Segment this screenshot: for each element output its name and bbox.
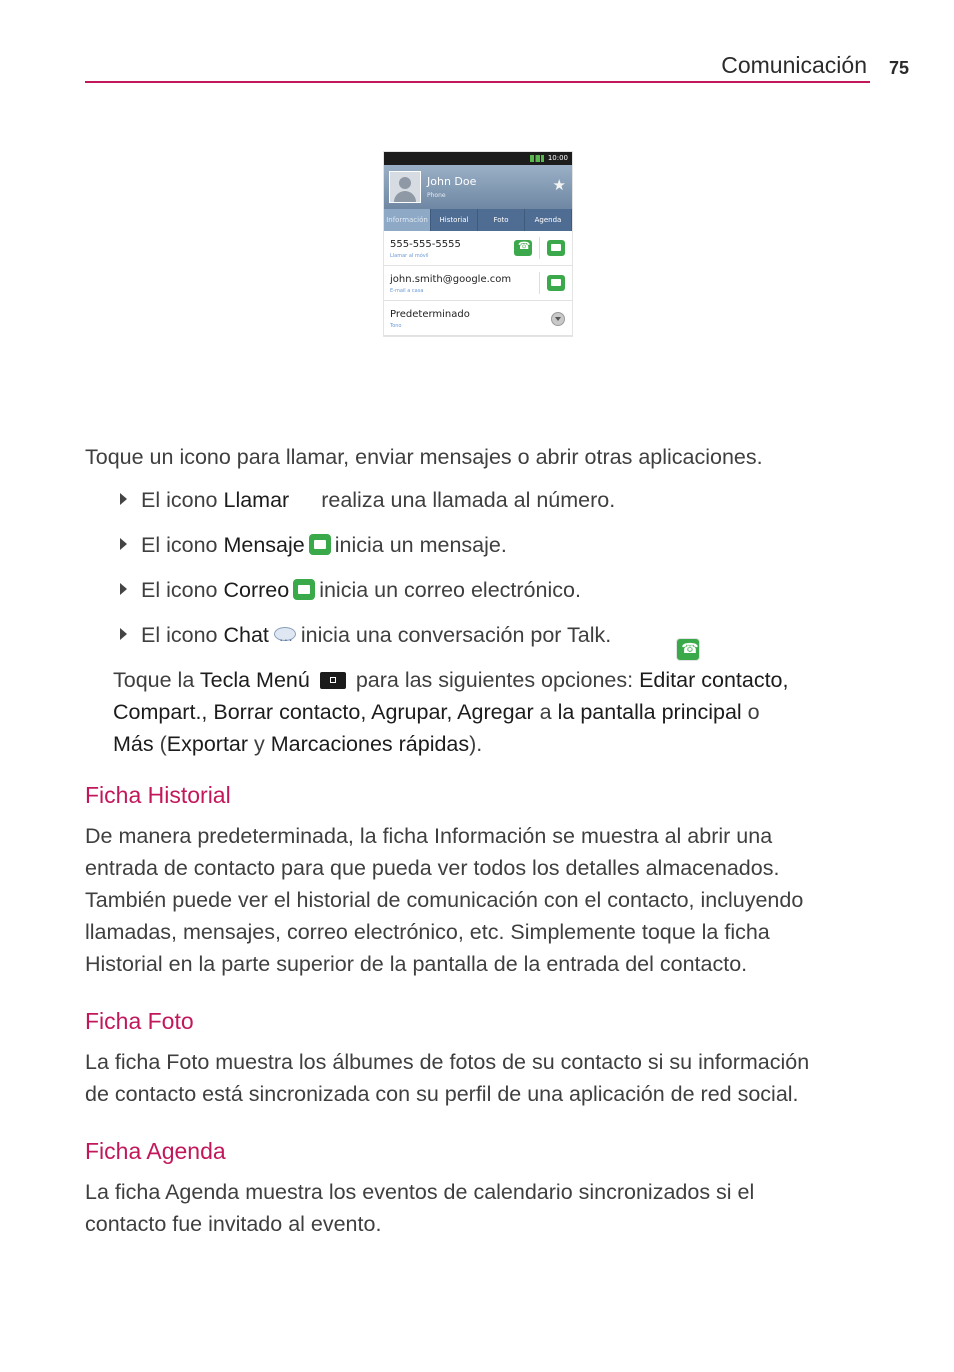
message-icon: [309, 534, 331, 555]
tab-informacion: Información: [384, 209, 431, 231]
tab-agenda: Agenda: [525, 209, 572, 231]
chat-icon: [273, 627, 297, 645]
page-number: 75: [889, 58, 910, 78]
section-title-agenda: Ficha Agenda: [85, 1138, 226, 1164]
bullet-call: El icono Llamar☎ realiza una llamada al número.: [120, 484, 615, 516]
menu-key-icon: [320, 672, 346, 689]
star-icon: ★: [552, 176, 566, 194]
contact-tabs: [384, 209, 572, 231]
email-icon: [293, 579, 315, 600]
ringtone-value: Predeterminado: [390, 309, 470, 320]
email-address: john.smith@google.com: [390, 274, 512, 285]
bullet-arrow-icon: [120, 583, 127, 595]
call-icon: [514, 240, 532, 256]
phone-number: 555-555-5555: [390, 239, 461, 250]
menu-options-paragraph: Toque la Tecla Menú para las siguientes opciones: Editar contacto, Compart., Borrar contacto, Agrupar, Agregar a la pantalla principal o Más (Exportar y Marcaciones rápidas).: [113, 668, 789, 756]
phone-number-label: Llamar al móvil: [390, 253, 429, 259]
phone-screenshot: [383, 151, 573, 337]
header-rule: [85, 81, 870, 83]
avatar: [389, 171, 421, 203]
email-icon: [547, 275, 565, 291]
section-body-historial: De manera predeterminada, la ficha Información se muestra al abrir una entrada de contacto para que pueda ver todos los detalles almacenados. También puede ver el historial de comunicación con el contacto, incluyendo llamadas, mensajes, correo electrónico, etc. Simplemente toque la ficha Historial en la parte superior de la pantalla de la entrada del contacto.: [85, 824, 804, 976]
status-bar: [384, 152, 572, 165]
section-body-foto: La ficha Foto muestra los álbumes de fotos de su contacto si su información de contacto está sincronizada con su perfil de una aplicación de red social.: [85, 1050, 810, 1106]
bullet-arrow-icon: [120, 628, 127, 640]
list-item: [384, 266, 572, 301]
row-separator: [539, 237, 540, 259]
ringtone-label: Tono: [390, 323, 402, 329]
bullet-message: El icono Mensaje inicia un mensaje.: [120, 529, 507, 561]
contact-name: John Doe: [427, 175, 477, 188]
intro-text: Toque un icono para llamar, enviar mensajes o abrir otras aplicaciones.: [85, 445, 763, 469]
row-separator: [539, 272, 540, 294]
status-time: 10:00: [547, 154, 568, 162]
bullet-arrow-icon: [120, 493, 127, 505]
tab-foto: Foto: [478, 209, 525, 231]
section-title-historial: Ficha Historial: [85, 782, 231, 808]
bullet-chat: El icono Chat··· inicia una conversación por Talk.: [120, 619, 611, 651]
message-icon: [547, 240, 565, 256]
header-section-title: Comunicación: [721, 52, 867, 78]
call-icon: [676, 638, 700, 661]
dropdown-icon: [551, 312, 565, 326]
bullet-email: El icono Correo inicia un correo electrónico.: [120, 574, 581, 606]
section-title-foto: Ficha Foto: [85, 1008, 194, 1034]
section-body-agenda: La ficha Agenda muestra los eventos de calendario sincronizados si el contacto fue invitado al evento.: [85, 1180, 755, 1236]
tab-historial: Historial: [431, 209, 478, 231]
email-label: E-mail a casa: [390, 288, 424, 294]
contact-header: [384, 165, 572, 209]
bullet-arrow-icon: [120, 538, 127, 550]
list-item: [384, 301, 572, 336]
list-item: [384, 231, 572, 266]
signal-icon: [530, 155, 544, 162]
contact-subtitle: Phone: [427, 192, 446, 199]
